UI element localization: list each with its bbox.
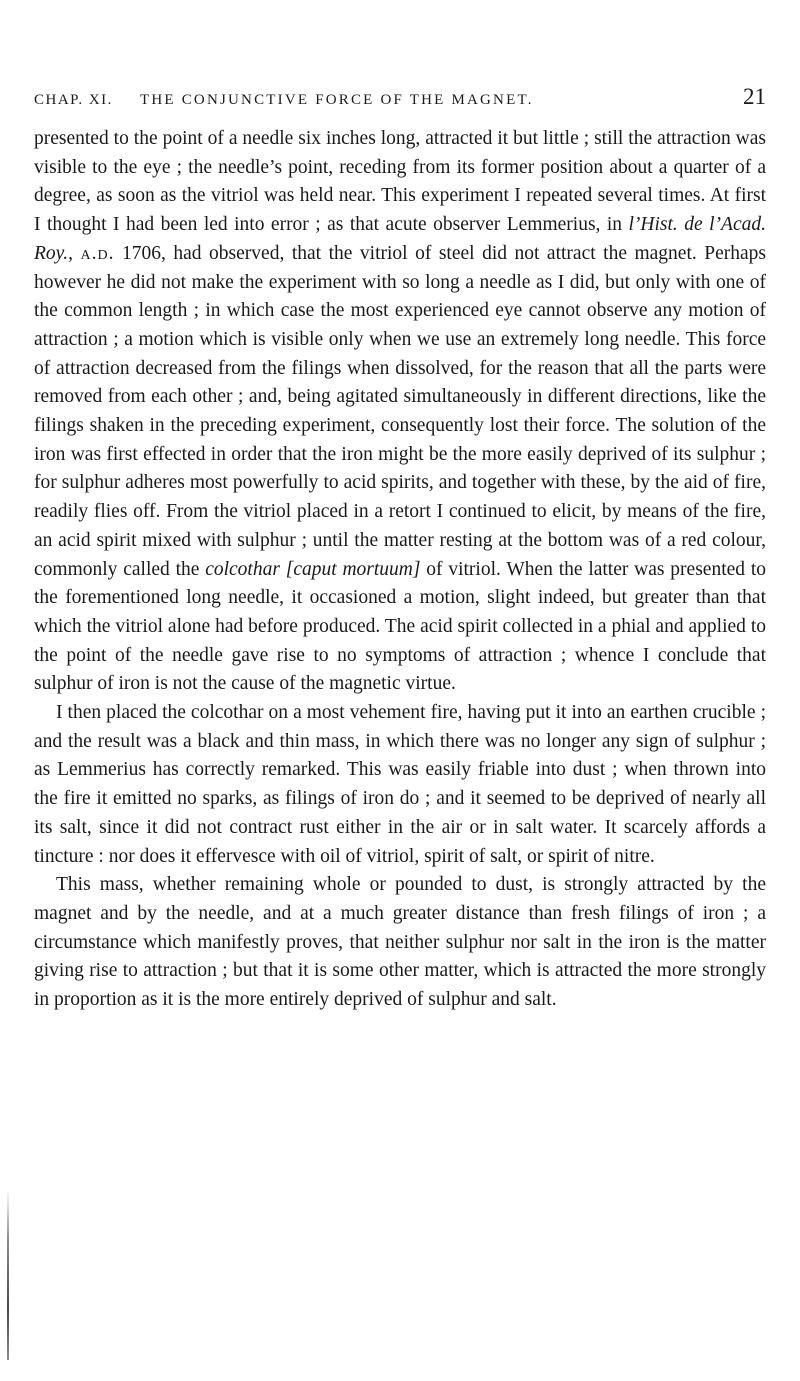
paragraph-1 bbox=[34, 125, 766, 699]
page-number: 21 bbox=[743, 84, 766, 109]
paragraph-1-text-c: of vitriol. When the latter was presented to the forementioned long needle, it occasioned a motion, slight indeed, but greater than that which the vitriol alone had before produced. The acid spirit collected in a phial and applied to the point of the needle gave rise to no symptoms of attraction ; whence I conclude that sulphur of iron is not the cause of the magnetic virtue. bbox=[34, 558, 766, 695]
term-colcothar: colcothar bbox=[205, 558, 280, 580]
page-binding-edge bbox=[7, 1190, 9, 1360]
citation-title: l’Hist. de l’Acad. Roy., bbox=[34, 214, 766, 264]
running-head bbox=[34, 84, 766, 114]
chapter-label: CHAP. XI. bbox=[34, 92, 113, 108]
paragraph-1-text-b: 1706, had observed, that the vitriol of steel did not attract the magnet. Perhaps however he did not make the experiment with so long a needle as I did, but only with one of the common length ; in which case the most experienced eye cannot observe any motion of attraction ; a motion which is visible only when we use an extremely long needle. This force of attraction decreased from the filings when dissolved, for the reason that all the parts were removed from each other ; and, being agitated simultaneously in different directions, like the filings shaken in the preceding experiment, consequently lost their force. The solution of the iron was first effected in order that the iron might be the more easily deprived of its sulphur ; for sulphur adheres most powerfully to acid spirits, and together with these, by the aid of fire, readily flies off. From the vitriol placed in a retort I continued to elicit, by means of the fire, an acid spirit mixed with sulphur ; until the matter resting at the bottom was of a red colour, commonly called the bbox=[34, 242, 766, 580]
paragraph-3: This mass, whether remaining whole or pounded to dust, is strongly attracted by the magnet and by the needle, and at a much greater distance than fresh filings of iron ; a circumstance which manifestly proves, that neither sulphur nor salt in the iron is the matter giving rise to attraction ; but that it is some other matter, which is attracted the more strongly in proportion as it is the more entirely deprived of sulphur and salt. bbox=[34, 874, 766, 1011]
running-title: THE CONJUNCTIVE FORCE OF THE MAGNET. bbox=[140, 92, 534, 108]
era-abbreviation: a.d. bbox=[80, 242, 115, 264]
paragraph-1-text-a: presented to the point of a needle six inches long, attracted it but little ; still the attraction was visible to the eye ; the needle’s point, receding from its former position about a quarter of a degree, as soon as the vitriol was held near. This experiment I repeated several times. At first I thought I had been led into error ; as that acute observer Lemmerius, in bbox=[34, 128, 766, 236]
paragraph-2: I then placed the colcothar on a most vehement fire, having put it into an earthen crucible ; and the result was a black and thin mass, in which there was no longer any sign of sulphur ; as Lemmerius has correctly remarked. This was easily friable into dust ; when thrown into the fire it emitted no sparks, as filings of iron do ; and it seemed to be deprived of nearly all its salt, since it did not contract rust either in the air or in salt water. It scarcely affords a tincture : nor does it effervesce with oil of vitriol, spirit of salt, or spirit of nitre. bbox=[34, 702, 766, 867]
body-text bbox=[34, 125, 766, 1015]
term-caput-mortuum: [caput mortuum] bbox=[285, 558, 421, 580]
